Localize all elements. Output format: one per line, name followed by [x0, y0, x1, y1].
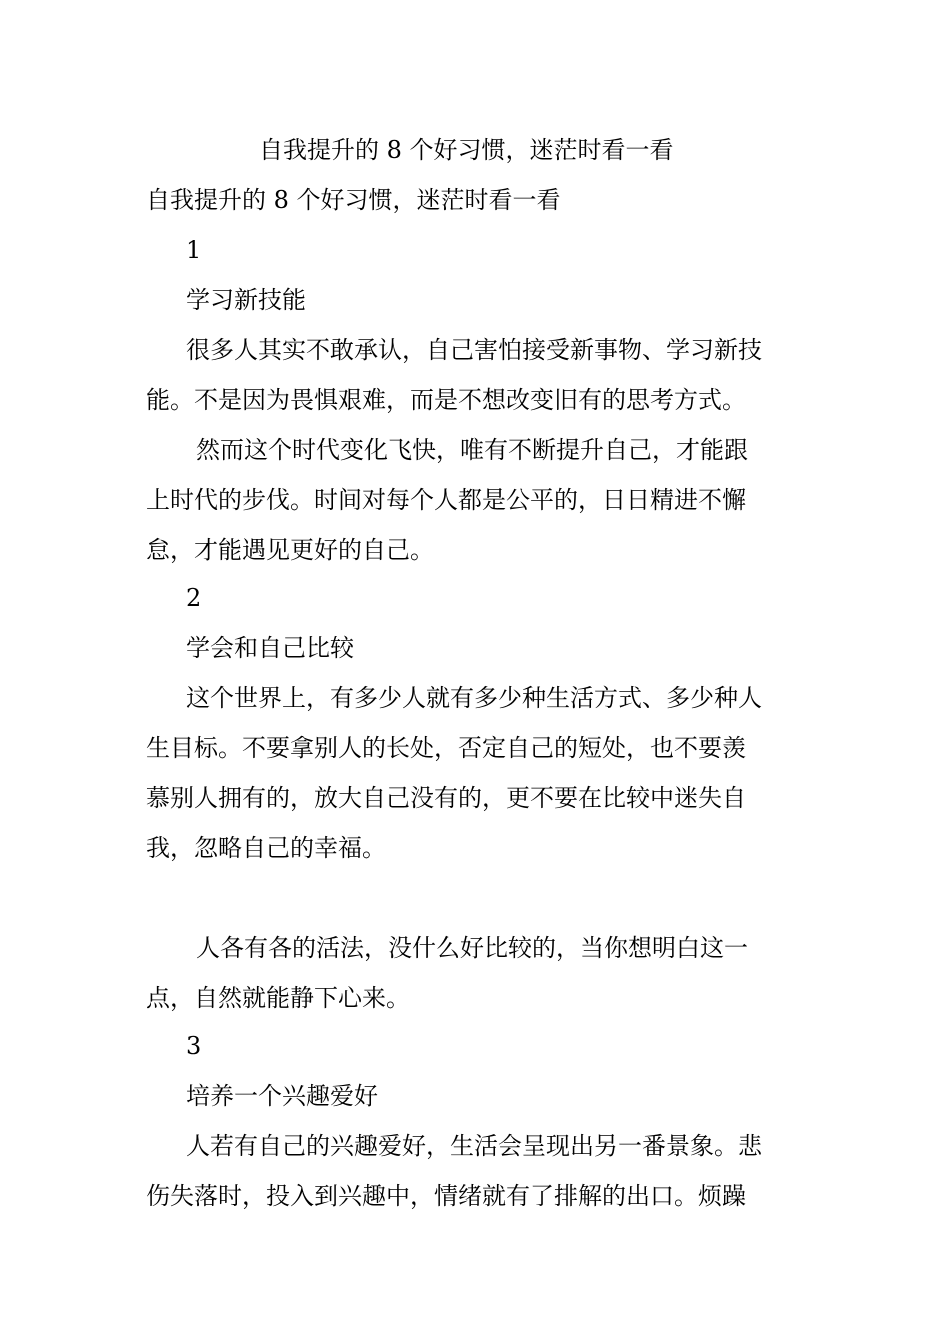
paragraph-line: 人若有自己的兴趣爱好，生活会呈现出另一番景象。悲	[186, 1132, 762, 1160]
paragraph-line: 点，自然就能静下心来。	[146, 984, 410, 1012]
document-subtitle: 自我提升的 8 个好习惯，迷茫时看一看	[146, 186, 561, 214]
paragraph-line: 我，忽略自己的幸福。	[146, 834, 386, 862]
section-number-1: 1	[186, 236, 202, 264]
paragraph-line: 伤失落时，投入到兴趣中，情绪就有了排解的出口。烦躁	[146, 1182, 746, 1210]
paragraph-line: 然而这个时代变化飞快，唯有不断提升自己，才能跟	[196, 436, 748, 464]
paragraph-line: 人各有各的活法，没什么好比较的，当你想明白这一	[196, 934, 748, 962]
document-title: 自我提升的 8 个好习惯，迷茫时看一看	[259, 136, 674, 164]
paragraph-line: 上时代的步伐。时间对每个人都是公平的，日日精进不懈	[146, 486, 746, 514]
section-number-3: 3	[186, 1032, 202, 1060]
paragraph-line: 这个世界上，有多少人就有多少种生活方式、多少种人	[186, 684, 762, 712]
section-heading-1: 学习新技能	[186, 286, 306, 314]
paragraph-line: 生目标。不要拿别人的长处，否定自己的短处，也不要羡	[146, 734, 746, 762]
paragraph-line: 慕别人拥有的，放大自己没有的，更不要在比较中迷失自	[146, 784, 746, 812]
paragraph-line: 很多人其实不敢承认，自己害怕接受新事物、学习新技	[186, 336, 762, 364]
section-number-2: 2	[186, 584, 202, 612]
paragraph-line: 能。不是因为畏惧艰难，而是不想改变旧有的思考方式。	[146, 386, 746, 414]
paragraph-line: 怠，才能遇见更好的自己。	[146, 536, 434, 564]
section-heading-3: 培养一个兴趣爱好	[186, 1082, 378, 1110]
section-heading-2: 学会和自己比较	[186, 634, 354, 662]
